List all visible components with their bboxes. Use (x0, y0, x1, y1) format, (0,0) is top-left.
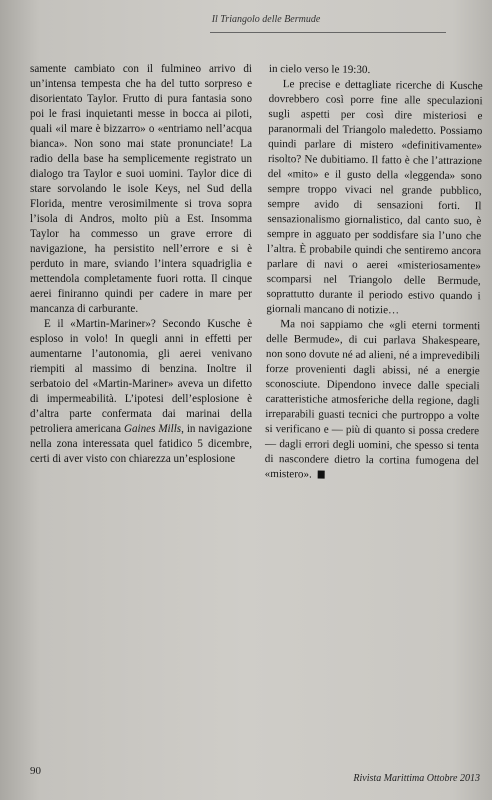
right-paragraph-3-text: Ma noi sappiamo che «gli eterni tormenti delle Bermude», di cui parlava Shakespeare, non sono dovute né ad alieni, né a imprevedibili forze provenienti dagli abissi, né a energie sconosciute. Dipendono invece dalle speciali caratteristiche atmosferiche della regione, dagli irreparabili guasti tecnici che purtroppo a volte si verificano e — più di quanto si possa credere — dagli errori degli uomini, che spesso si tenta di nascondere dietro la cortina fumogena del «mistero». (264, 318, 481, 481)
ship-name: Gaines Mills (123, 423, 182, 435)
left-column (30, 62, 252, 467)
page-number: 90 (30, 765, 41, 777)
right-paragraph-2: Le precise e dettagliate ricerche di Kusche dovrebbero così porre fine alle speculazioni sugli aspetti per così dire misteriosi e paranormali del Triangolo maledetto. Possiamo quindi parlare di mistero «definitivamente» risolto? Ne dubitiamo. Il fatto è che l’attrazione del «mito» e il gusto della «leggenda» sono sempre troppo vivaci nel grande pubblico, sempre avido di sensazioni forti. Il sensazionalismo giornalistico, dal canto suo, è sempre in agguato per soddisfare sia l’uno che l’altra. È probabile quindi che sentiremo ancora parlare di navi o aerei «misteriosamente» scomparsi nel Triangolo delle Bermude, soprattutto durante il periodo estivo quando i giornali mancano di notizie… (266, 78, 483, 317)
left-paragraph-2 (30, 317, 252, 467)
header-rule (210, 32, 446, 33)
right-column (265, 62, 483, 484)
left-paragraph-1: samente cambiato con il fulmineo arrivo di un’intensa tempesta che ha del tutto sorpreso e disorientato Taylor. Frutto di pura fantasia sono poi le frasi inquietanti messe in bocca ai piloti, quali «il mare è bizzarro» o «entriamo nell’acqua bianca». Non sono mai state pronunciate! La radio della base ha semplicemente registrato un dialogo tra Taylor e suoi uomini. Taylor dice di stare sorvolando le isole Keys, nel Sud della Florida, mentre verosimilmente si trova sopra l’isola di Andros, molto più a Est. Insomma Taylor ha commesso un grave errore di navigazione, ha persistito nell’errore e si è perduto in mare, sviando l’intera squadriglia e mettendola completamente fuori rotta. Il cinque aerei finiranno quindi per cadere in mare per mancanza di carburante. (30, 63, 252, 315)
running-head: Il Triangolo delle Bermude (211, 14, 321, 25)
left-paragraph-2-text-a: E il «Martin-Mariner»? Secondo Kusche è esploso in volo! In quegli anni in effetti per aumentarne l’autonomia, gli aerei venivano riempiti al massimo di benzina. Inoltre il serbatoio del «Martin-Mariner» aveva un difetto di impermeabilità. L’ipotesi dell’esplosione è d’altra parte confermata dai marinai della petroliera americana (30, 318, 252, 435)
right-paragraph-1: in cielo verso le 19:30. (268, 62, 371, 77)
publication-footer: Rivista Marittima Ottobre 2013 (353, 773, 480, 784)
right-paragraph-3 (265, 317, 481, 484)
left-paragraph-2-text-b: , in navigazione nella zona interessata quel fatidico 5 dicembre, certi di aver visto con chiarezza un’esplosione (30, 423, 252, 465)
end-of-article-mark (318, 471, 325, 479)
